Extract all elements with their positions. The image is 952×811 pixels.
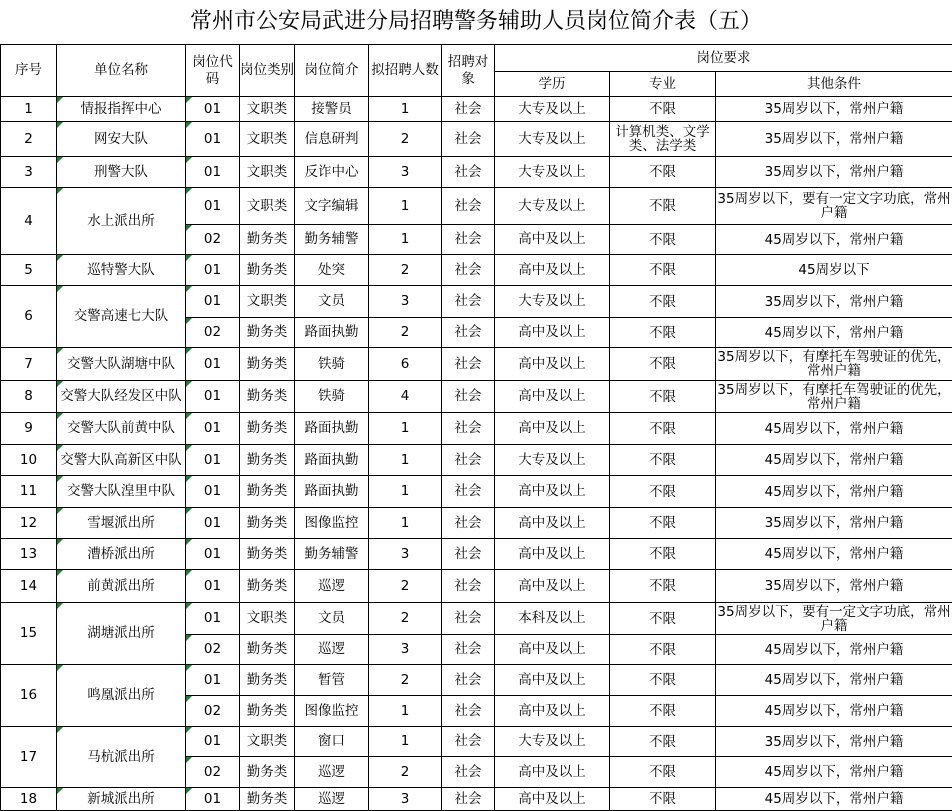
- row-unit: 刑警大队: [57, 157, 186, 188]
- position-target: 社会: [442, 157, 495, 188]
- header-other: 其他条件: [716, 72, 952, 97]
- position-education: 高中及以上: [495, 413, 610, 445]
- position-target: 社会: [442, 603, 495, 635]
- position-intro: 图像监控: [295, 696, 369, 727]
- table-row: [1, 157, 952, 188]
- position-education: 大专及以上: [495, 122, 610, 157]
- position-category: 勤务类: [240, 696, 295, 727]
- header-intro: 岗位简介: [295, 45, 369, 97]
- table-row: [1, 348, 952, 381]
- position-other: 35周岁以下，要有一定文字功底，常州户籍: [717, 603, 951, 634]
- position-category: 勤务类: [240, 381, 295, 413]
- position-other: 45周岁以下，常州户籍: [716, 476, 952, 508]
- position-code: 01: [186, 286, 240, 318]
- position-category: 文职类: [240, 603, 295, 635]
- position-education: 大专及以上: [495, 286, 610, 318]
- position-code: 01: [186, 788, 240, 811]
- position-category: 勤务类: [240, 665, 295, 696]
- position-education: 高中及以上: [495, 665, 610, 696]
- position-education: 大专及以上: [495, 97, 610, 122]
- header-major: 专业: [610, 72, 716, 97]
- position-count: 2: [369, 318, 442, 348]
- row-seq: 17: [1, 727, 57, 788]
- row-unit: 网安大队: [57, 122, 186, 157]
- position-major: 不限: [610, 97, 716, 122]
- header-unit: 单位名称: [57, 45, 186, 97]
- header-code: 岗位代码: [186, 45, 240, 97]
- position-count: 4: [369, 381, 442, 413]
- position-code: 01: [186, 413, 240, 445]
- position-major: 不限: [610, 255, 716, 286]
- position-code: 01: [186, 539, 240, 570]
- positions-table: [0, 44, 952, 811]
- row-seq: 14: [1, 570, 57, 603]
- position-education: 高中及以上: [495, 539, 610, 570]
- position-other: 35周岁以下，要有一定文字功底，常州户籍: [716, 188, 952, 225]
- row-unit: 巡特警大队: [57, 255, 186, 286]
- position-count: 2: [369, 603, 442, 635]
- position-target: 社会: [442, 122, 495, 157]
- position-other: 45周岁以下，常州户籍: [716, 539, 952, 570]
- row-seq: 9: [1, 413, 57, 445]
- position-code: 01: [186, 157, 240, 188]
- row-unit: 湖塘派出所: [57, 603, 186, 665]
- position-code: 02: [186, 225, 240, 255]
- position-code: 01: [186, 727, 240, 757]
- position-intro: 图像监控: [295, 508, 369, 539]
- table-row: [1, 603, 952, 635]
- position-target: 社会: [442, 757, 495, 788]
- table-row: [1, 381, 952, 413]
- position-count: 2: [369, 255, 442, 286]
- position-intro: 路面执勤: [295, 476, 369, 508]
- position-code: 01: [186, 255, 240, 286]
- position-count: 1: [369, 97, 442, 122]
- table-row: [1, 570, 952, 603]
- table-row: [1, 727, 952, 757]
- row-unit: 交警大队高新区中队: [57, 445, 186, 476]
- position-education: 高中及以上: [495, 788, 610, 811]
- position-education: 高中及以上: [495, 381, 610, 413]
- header-seq: 序号: [1, 45, 57, 97]
- position-education: 高中及以上: [495, 757, 610, 788]
- row-seq: 12: [1, 508, 57, 539]
- table-row: [1, 122, 952, 157]
- row-seq: 11: [1, 476, 57, 508]
- row-seq: 7: [1, 348, 57, 381]
- position-target: 社会: [442, 225, 495, 255]
- position-other: 45周岁以下，常州户籍: [716, 225, 952, 255]
- position-count: 2: [369, 122, 442, 157]
- table-row: [1, 508, 952, 539]
- position-category: 文职类: [240, 188, 295, 225]
- position-target: 社会: [442, 727, 495, 757]
- position-target: 社会: [442, 570, 495, 603]
- position-code: 01: [186, 476, 240, 508]
- position-major: 不限: [610, 665, 716, 696]
- row-seq: 13: [1, 539, 57, 570]
- position-other: 35周岁以下，常州户籍: [716, 157, 952, 188]
- position-major: 不限: [610, 188, 716, 225]
- position-target: 社会: [442, 381, 495, 413]
- position-count: 2: [369, 757, 442, 788]
- position-count: 3: [369, 788, 442, 811]
- position-other: 35周岁以下，常州户籍: [716, 122, 952, 157]
- row-unit: 新城派出所: [57, 788, 186, 811]
- position-target: 社会: [442, 286, 495, 318]
- row-seq: 4: [1, 188, 57, 255]
- position-code: 01: [186, 665, 240, 696]
- position-category: 勤务类: [240, 413, 295, 445]
- position-count: 2: [369, 570, 442, 603]
- position-target: 社会: [442, 255, 495, 286]
- header-count: 拟招聘人数: [369, 45, 442, 97]
- position-category: 文职类: [240, 727, 295, 757]
- position-major: 不限: [610, 318, 716, 348]
- position-other: 45周岁以下，常州户籍: [716, 696, 952, 727]
- position-education: 高中及以上: [495, 225, 610, 255]
- position-count: 1: [369, 413, 442, 445]
- position-other: 35周岁以下，常州户籍: [716, 508, 952, 539]
- position-education: 高中及以上: [495, 476, 610, 508]
- table-header: [1, 45, 952, 97]
- position-major: 不限: [610, 539, 716, 570]
- position-count: 1: [369, 696, 442, 727]
- position-major: 不限: [610, 727, 716, 757]
- position-other: 35周岁以下，有摩托车驾驶证的优先，常州户籍: [717, 381, 951, 412]
- row-seq: 6: [1, 286, 57, 348]
- position-code: 02: [186, 635, 240, 665]
- position-count: 3: [369, 635, 442, 665]
- position-count: 2: [369, 665, 442, 696]
- position-other: 45周岁以下，常州户籍: [716, 757, 952, 788]
- position-code: 02: [186, 696, 240, 727]
- position-target: 社会: [442, 508, 495, 539]
- position-education: 大专及以上: [495, 157, 610, 188]
- position-major: 不限: [610, 476, 716, 508]
- position-major: 不限: [610, 286, 716, 318]
- position-intro: 路面执勤: [295, 413, 369, 445]
- position-category: 勤务类: [240, 255, 295, 286]
- position-intro: 窗口: [295, 727, 369, 757]
- position-education: 高中及以上: [495, 696, 610, 727]
- position-major: 不限: [610, 348, 716, 381]
- position-major: 不限: [610, 757, 716, 788]
- position-other: 35周岁以下，常州户籍: [716, 286, 952, 318]
- position-code: 01: [186, 603, 240, 635]
- position-count: 1: [369, 188, 442, 225]
- position-intro: 勤务辅警: [295, 539, 369, 570]
- position-category: 勤务类: [240, 445, 295, 476]
- table-row: [1, 445, 952, 476]
- position-other: 45周岁以下，常州户籍: [716, 413, 952, 445]
- row-unit: 漕桥派出所: [57, 539, 186, 570]
- position-other: 35周岁以下，常州户籍: [716, 727, 952, 757]
- position-education: 本科及以上: [495, 603, 610, 635]
- position-code: 01: [186, 188, 240, 225]
- position-category: 勤务类: [240, 318, 295, 348]
- position-education: 大专及以上: [495, 188, 610, 225]
- position-count: 6: [369, 348, 442, 381]
- table-row: [1, 665, 952, 696]
- table-row: [1, 788, 952, 811]
- position-other: 35周岁以下，有摩托车驾驶证的优先，常州户籍: [717, 349, 951, 379]
- position-major: 计算机类、文学类、法学类: [610, 122, 716, 157]
- position-major: 不限: [610, 445, 716, 476]
- position-category: 文职类: [240, 97, 295, 122]
- position-target: 社会: [442, 788, 495, 811]
- page-title: 常州市公安局武进分局招聘警务辅助人员岗位简介表（五）: [189, 9, 762, 34]
- position-other: 45周岁以下，常州户籍: [716, 635, 952, 665]
- row-unit: 交警大队湟里中队: [57, 476, 186, 508]
- position-intro: 接警员: [295, 97, 369, 122]
- position-code: 01: [186, 570, 240, 603]
- position-other: 45周岁以下，常州户籍: [716, 318, 952, 348]
- position-intro: 信息研判: [295, 122, 369, 157]
- position-category: 文职类: [240, 286, 295, 318]
- position-target: 社会: [442, 696, 495, 727]
- position-intro: 勤务辅警: [295, 225, 369, 255]
- position-education: 高中及以上: [495, 318, 610, 348]
- position-other: 45周岁以下，常州户籍: [716, 445, 952, 476]
- position-intro: 暂管: [295, 665, 369, 696]
- position-target: 社会: [442, 97, 495, 122]
- position-category: 勤务类: [240, 476, 295, 508]
- position-code: 01: [186, 122, 240, 157]
- position-intro: 路面执勤: [295, 445, 369, 476]
- position-intro: 处突: [295, 255, 369, 286]
- position-code: 02: [186, 318, 240, 348]
- position-code: 01: [186, 97, 240, 122]
- position-intro: 巡逻: [295, 635, 369, 665]
- position-education: 高中及以上: [495, 508, 610, 539]
- position-category: 文职类: [240, 157, 295, 188]
- position-major: 不限: [610, 413, 716, 445]
- position-education: 高中及以上: [495, 348, 610, 381]
- position-code: 01: [186, 381, 240, 413]
- position-intro: 文字编辑: [295, 188, 369, 225]
- position-intro: 铁骑: [295, 381, 369, 413]
- position-intro: 铁骑: [295, 348, 369, 381]
- header-education: 学历: [495, 72, 610, 97]
- position-education: 高中及以上: [495, 570, 610, 603]
- position-other: 35周岁以下，常州户籍: [716, 570, 952, 603]
- row-unit: 情报指挥中心: [57, 97, 186, 122]
- table-row: [1, 188, 952, 225]
- header-requirements: 岗位要求: [495, 45, 952, 72]
- row-seq: 3: [1, 157, 57, 188]
- table-row: [1, 97, 952, 122]
- row-unit: 交警高速七大队: [57, 286, 186, 348]
- table-body: [1, 97, 952, 811]
- position-target: 社会: [442, 188, 495, 225]
- position-count: 1: [369, 508, 442, 539]
- header-category: 岗位类别: [240, 45, 295, 97]
- position-major: 不限: [610, 570, 716, 603]
- position-count: 1: [369, 445, 442, 476]
- position-category: 勤务类: [240, 225, 295, 255]
- position-count: 3: [369, 286, 442, 318]
- position-major: 不限: [610, 788, 716, 811]
- row-seq: 15: [1, 603, 57, 665]
- position-category: 勤务类: [240, 788, 295, 811]
- position-intro: 巡逻: [295, 757, 369, 788]
- position-education: 大专及以上: [495, 727, 610, 757]
- row-unit: 水上派出所: [57, 188, 186, 255]
- position-target: 社会: [442, 348, 495, 381]
- position-education: 高中及以上: [495, 635, 610, 665]
- row-unit: 交警大队湖塘中队: [57, 348, 186, 381]
- position-intro: 巡逻: [295, 570, 369, 603]
- position-count: 1: [369, 727, 442, 757]
- position-count: 3: [369, 157, 442, 188]
- row-unit: 交警大队经发区中队: [57, 381, 186, 413]
- position-other: 45周岁以下，常州户籍: [716, 665, 952, 696]
- position-other: 45周岁以下: [716, 255, 952, 286]
- position-target: 社会: [442, 318, 495, 348]
- position-code: 01: [186, 348, 240, 381]
- position-major: 不限: [610, 381, 716, 413]
- table-row: [1, 255, 952, 286]
- row-unit: 交警大队前黄中队: [57, 413, 186, 445]
- position-target: 社会: [442, 665, 495, 696]
- row-seq: 16: [1, 665, 57, 727]
- position-education: 大专及以上: [495, 445, 610, 476]
- position-other: 45周岁以下，常州户籍: [716, 788, 952, 811]
- position-category: 勤务类: [240, 539, 295, 570]
- position-category: 勤务类: [240, 570, 295, 603]
- position-target: 社会: [442, 445, 495, 476]
- row-seq: 8: [1, 381, 57, 413]
- row-unit: 鸣凰派出所: [57, 665, 186, 727]
- position-count: 1: [369, 225, 442, 255]
- row-seq: 1: [1, 97, 57, 122]
- position-category: 勤务类: [240, 348, 295, 381]
- table-row: [1, 413, 952, 445]
- table-row: [1, 286, 952, 318]
- position-count: 1: [369, 476, 442, 508]
- position-category: 勤务类: [240, 635, 295, 665]
- position-category: 勤务类: [240, 508, 295, 539]
- row-seq: 5: [1, 255, 57, 286]
- row-seq: 2: [1, 122, 57, 157]
- position-intro: 反诈中心: [295, 157, 369, 188]
- position-code: 01: [186, 508, 240, 539]
- position-target: 社会: [442, 413, 495, 445]
- position-count: 3: [369, 539, 442, 570]
- row-unit: 雪堰派出所: [57, 508, 186, 539]
- position-major: 不限: [610, 508, 716, 539]
- position-category: 勤务类: [240, 757, 295, 788]
- position-major: 不限: [610, 157, 716, 188]
- header-target: 招聘对象: [442, 45, 495, 97]
- position-education: 高中及以上: [495, 255, 610, 286]
- row-seq: 10: [1, 445, 57, 476]
- position-intro: 路面执勤: [295, 318, 369, 348]
- row-unit: 马杭派出所: [57, 727, 186, 788]
- position-category: 文职类: [240, 122, 295, 157]
- position-intro: 文员: [295, 286, 369, 318]
- position-other: 35周岁以下，常州户籍: [716, 97, 952, 122]
- position-target: 社会: [442, 476, 495, 508]
- row-seq: 18: [1, 788, 57, 811]
- position-intro: 文员: [295, 603, 369, 635]
- position-code: 02: [186, 757, 240, 788]
- position-major: 不限: [610, 603, 716, 635]
- position-target: 社会: [442, 539, 495, 570]
- table-row: [1, 539, 952, 570]
- position-major: 不限: [610, 696, 716, 727]
- position-intro: 巡逻: [295, 788, 369, 811]
- row-unit: 前黄派出所: [57, 570, 186, 603]
- table-row: [1, 476, 952, 508]
- position-major: 不限: [610, 225, 716, 255]
- position-target: 社会: [442, 635, 495, 665]
- position-code: 01: [186, 445, 240, 476]
- position-major: 不限: [610, 635, 716, 665]
